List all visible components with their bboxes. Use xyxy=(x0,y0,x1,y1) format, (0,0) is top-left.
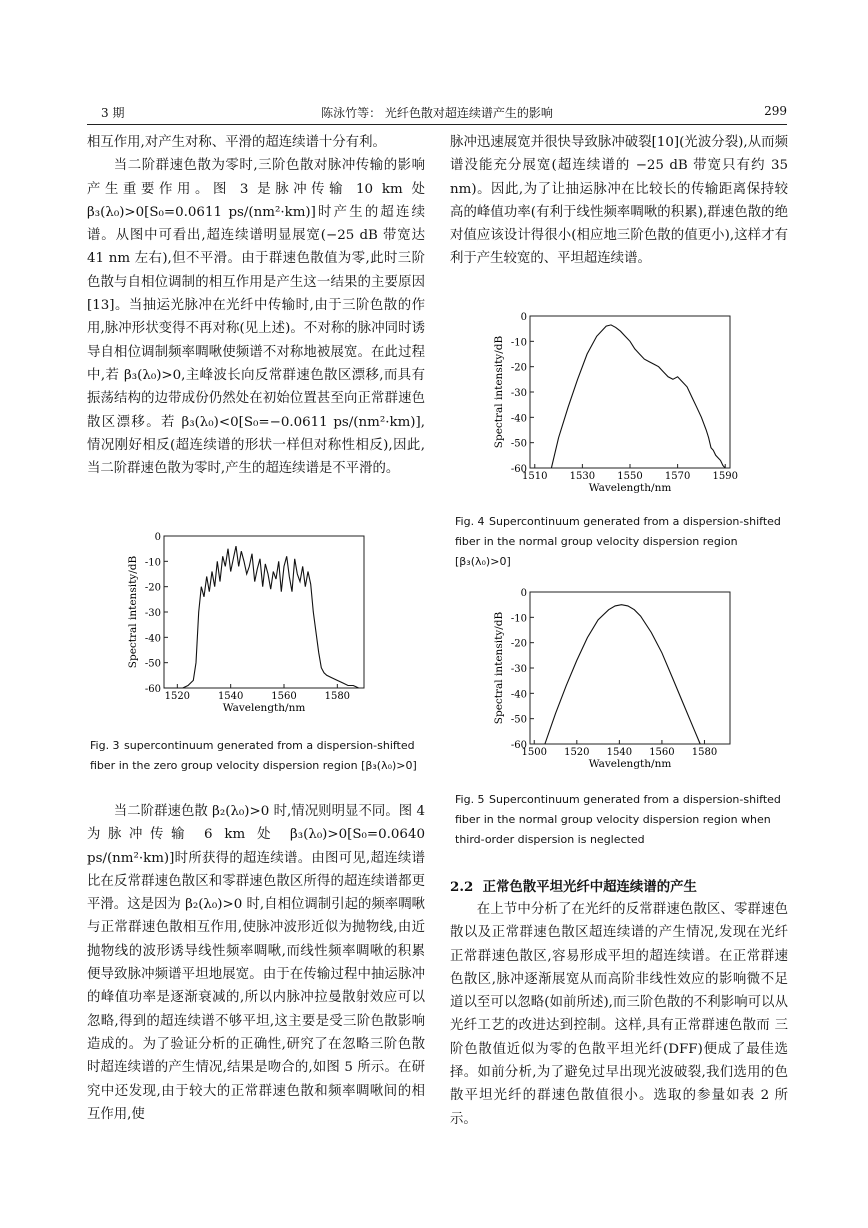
y-tick-label: -30 xyxy=(510,388,527,399)
x-axis-label: Wavelength/nm xyxy=(588,758,672,770)
y-tick-label: -60 xyxy=(510,740,527,751)
x-tick-label: 1540 xyxy=(217,691,244,702)
figure-label: Fig. 3 xyxy=(90,739,120,752)
figure-label: Fig. 4 xyxy=(455,515,485,528)
section-body xyxy=(450,898,788,1131)
y-tick-label: -60 xyxy=(144,684,161,695)
paragraph: 当二阶群速色散 β₂(λ₀)>0 时,情况则明显不同。图 4 为脉冲传输 6 km 处 β₃(λ₀)>0[S₀=0.0640 ps/(nm²·km)]时所获得的超连续谱。由图可见,超连续谱比在反常群速色散区和零群速色散区所得的超连续谱都更平滑。这是因为 β₂(λ₀)>0 时,自相位调制引起的频率啁啾与正常群速色散相互作用,使脉冲波形近似为抛物线,由近抛物线的波形诱导线性频率啁啾,而线性频率啁啾的积累便导致脉冲频谱平坦地展宽。由于在传输过程中抽运脉冲的峰值功率是逐渐衰减的,所以内脉冲拉曼散射效应可以忽略,得到的超连续谱不够平坦,这主要是受三阶色散影响造成的。为了验证分析的正确性,研究了在忽略三阶色散时超连续谱的产生情况,结果是吻合的,如图 5 所示。在研究中还发现,由于较大的正常群速色散和频率啁啾间的相互作用,使 xyxy=(87,804,425,1122)
x-tick-label: 1520 xyxy=(164,691,191,702)
section-heading xyxy=(450,876,697,895)
x-tick-label: 1550 xyxy=(617,471,643,482)
left-column xyxy=(87,131,425,480)
page-number: 299 xyxy=(764,104,787,118)
y-axis-label: Spectral intensity/dB xyxy=(493,611,505,725)
plot-frame xyxy=(530,316,730,468)
y-tick-label: -10 xyxy=(144,557,161,569)
section-title: 正常色散平坦光纤中超连续谱的产生 xyxy=(482,879,697,895)
right-column xyxy=(450,131,788,271)
y-tick-label: -50 xyxy=(144,658,161,670)
x-tick-label: 1520 xyxy=(564,747,590,758)
running-header xyxy=(87,104,787,124)
figure-label: Fig. 5 xyxy=(455,793,485,806)
paragraph: 当二阶群速色散为零时,三阶色散对脉冲传输的影响产生重要作用。图 3 是脉冲传输 10 km 处 β₃(λ₀)>0[S₀=0.0611 ps/(nm²·km)]时产生的超连续谱。从图中可看出,超连续谱明显展宽(−25 dB 带宽达 41 nm 左右),但不平滑。由于群速色散值为零,此时三阶色散与自相位调制的相互作用是产生这一结果的主要原因[13]。当抽运光脉冲在光纤中传输时,由于三阶色散的作用,脉冲形状变得不再对称(见上述)。不对称的脉冲同时诱导自相位调制频率啁啾使频谱不对称地被展宽。在此过程中,若 β₃(λ₀)>0,主峰波长向反常群速色散区漂移,而具有振荡结构的边带成份仍然处在初始位置甚至向正常群速色散区漂移。若 β₃(λ₀)<0[S₀=−0.0611 ps/(nm²·km)],情况刚好相反(超连续谱的形状一样但对称性相反),因此,当二阶群速色散为零时,产生的超连续谱是不平滑的。 xyxy=(87,158,425,477)
y-tick-label: 0 xyxy=(520,588,527,599)
y-tick-label: -40 xyxy=(144,633,161,645)
paragraph: 在上节中分析了在光纤的反常群速色散区、零群速色散以及正常群速色散区超连续谱的产生情况,发现在光纤正常群速色散区,容易形成平坦的超连续谱。在正常群速色散区,脉冲逐渐展宽从而高阶非线性效应的影响微不足道以至可以忽略(如前所述),而三阶色散的不利影响可以从光纤工艺的改进达到控制。这样,具有正常群速色散而 三阶色散值近似为零的色散平坦光纤(DFF)便成了最佳选择。如前分析,为了避免过早出现光波破裂,我们选用的色散平坦光纤的群速色散值很小。选取的参量如表 2 所示。 xyxy=(450,902,788,1127)
plot-frame xyxy=(530,592,730,744)
section-number: 2.2 xyxy=(450,879,474,895)
y-tick-label: 0 xyxy=(520,312,527,323)
running-title: 陈泳竹等： 光纤色散对超连续谱产生的影响 xyxy=(321,106,553,120)
x-tick-label: 1530 xyxy=(569,471,596,482)
caption-text: supercontinuum generated from a dispersion-shifted fiber in the zero group velocity dispersion region [β₃(λ₀)>0] xyxy=(90,739,417,772)
paragraph: 脉冲迅速展宽并很快导致脉冲破裂[10](光波分裂),从而频谱没能充分展宽(超连续谱的 −25 dB 带宽只有约 35 nm)。因此,为了让抽运脉冲在比较长的传输距离保持较高的峰值功率(有利于线性频率啁啾的积累),群速色散的绝对值应该设计得很小(相应地三阶色散的值更小),这样才有利于产生较宽的、平坦超连续谱。 xyxy=(450,135,788,267)
spectrum-line xyxy=(551,325,725,468)
spectrum-line xyxy=(545,605,700,744)
y-tick-label: -20 xyxy=(510,362,527,374)
y-tick-label: -30 xyxy=(144,608,161,619)
header-rule xyxy=(87,124,787,125)
spectrum-line xyxy=(164,546,359,688)
x-tick-label: 1570 xyxy=(664,471,691,482)
y-axis-label: Spectral intensity/dB xyxy=(127,555,139,669)
paragraph: 相互作用,对产生对称、平滑的超连续谱十分有利。 xyxy=(87,135,386,150)
y-tick-label: -40 xyxy=(510,689,527,701)
caption-text: Supercontinuum generated from a dispersion-shifted fiber in the normal group velocity dispersion region [β₃(λ₀)>0] xyxy=(455,515,781,568)
x-axis-label: Wavelength/nm xyxy=(222,702,306,714)
y-tick-label: 0 xyxy=(154,532,161,543)
x-tick-label: 1580 xyxy=(324,691,351,702)
figure-3 xyxy=(122,530,382,725)
x-tick-label: 1590 xyxy=(712,471,738,482)
figure-4 xyxy=(488,310,748,505)
y-tick-label: -40 xyxy=(510,413,527,425)
caption-text: Supercontinuum generated from a dispersion-shifted fiber in the normal group velocity dispersion region when third-order dispersion is neglected xyxy=(455,793,781,846)
issue-number: 3 期 xyxy=(101,106,125,120)
plot-frame xyxy=(164,536,364,688)
chart-fig4 xyxy=(488,310,748,505)
y-axis-label: Spectral intensity/dB xyxy=(493,335,505,449)
chart-fig5 xyxy=(488,586,748,781)
figure-3-caption xyxy=(90,736,420,776)
x-axis-label: Wavelength/nm xyxy=(588,482,672,494)
y-tick-label: -50 xyxy=(510,438,527,450)
y-tick-label: -20 xyxy=(144,582,161,594)
y-tick-label: -10 xyxy=(510,613,527,625)
figure-4-caption xyxy=(455,512,785,572)
y-tick-label: -50 xyxy=(510,714,527,726)
y-tick-label: -30 xyxy=(510,664,527,675)
figure-5 xyxy=(488,586,748,781)
x-tick-label: 1580 xyxy=(691,747,718,758)
chart-fig3 xyxy=(122,530,382,725)
x-tick-label: 1500 xyxy=(521,747,547,758)
x-tick-label: 1560 xyxy=(649,747,675,758)
x-tick-label: 1510 xyxy=(522,471,548,482)
x-tick-label: 1540 xyxy=(606,747,633,758)
x-tick-label: 1560 xyxy=(271,691,297,702)
figure-5-caption xyxy=(455,790,785,850)
left-column-lower xyxy=(87,800,425,1126)
y-tick-label: -60 xyxy=(510,464,527,475)
y-tick-label: -10 xyxy=(510,337,527,349)
y-tick-label: -20 xyxy=(510,638,527,650)
